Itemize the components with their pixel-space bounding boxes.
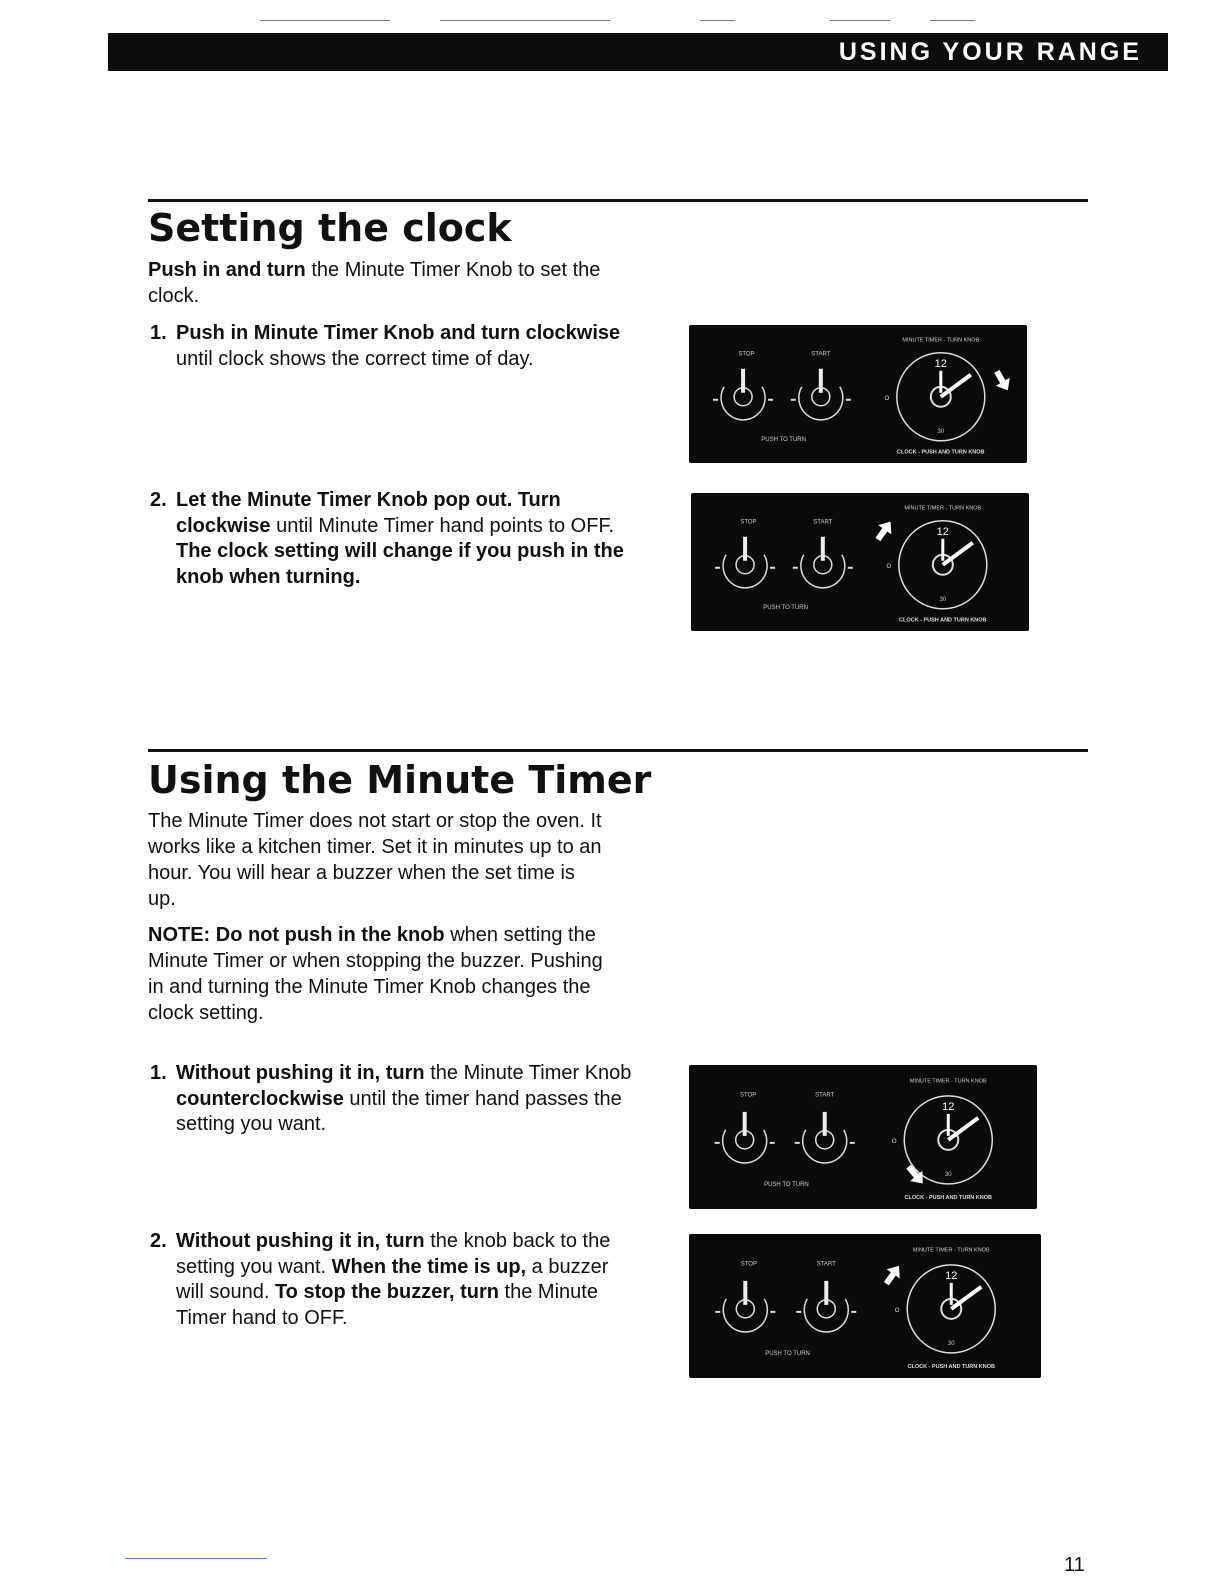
- dial-12-label: 12: [945, 1269, 958, 1282]
- scan-artifact: [440, 20, 610, 21]
- dial-30-label: 30: [944, 1171, 952, 1178]
- push-to-turn-label: PUSH TO TURN: [761, 436, 806, 443]
- stop-knob: [715, 1281, 775, 1332]
- timer-step-2: 2. Without pushing it in, turn the knob back to the setting you want. When the time is up, a buzzer will sound. To stop the buzzer, turn the Minute Timer hand to OFF.: [150, 1230, 611, 1329]
- clock-label: CLOCK - PUSH AND TURN KNOB: [897, 449, 985, 456]
- timer-note: NOTE: Do not push in the knob when setting the Minute Timer or when stopping the buzzer. Pushing in and turning the Minute Timer Knob changes the clock setting.: [148, 924, 603, 1024]
- clock-step-1: 1. Push in Minute Timer Knob and turn clockwise until clock shows the correct time of day.: [150, 322, 621, 370]
- section-title-timer: Using the Minute Timer: [148, 758, 652, 802]
- scan-artifact: [700, 20, 735, 21]
- control-panel-illustration: [689, 325, 1027, 463]
- control-panel-illustration: [689, 1065, 1037, 1209]
- step-text-run: the Minute Timer hand to OFF.: [176, 1281, 598, 1329]
- section-title-clock: Setting the clock: [148, 206, 512, 250]
- start-label: START: [813, 519, 833, 526]
- direction-arrow-icon: [880, 1261, 906, 1288]
- control-panel-drawing: [691, 493, 1029, 631]
- step-text-run: until Minute Timer hand points to OFF.: [270, 514, 615, 537]
- dial-12-label: 12: [934, 357, 947, 370]
- control-panel-drawing: [689, 1234, 1041, 1378]
- minute-timer-label: MINUTE TIMER - TURN KNOB: [909, 1078, 987, 1085]
- push-to-turn-label: PUSH TO TURN: [765, 1350, 810, 1357]
- step-text-run: counterclockwise: [176, 1087, 344, 1110]
- step-text-run: The clock setting will change if you push in the knob when turning.: [176, 540, 624, 588]
- step-text-run: until clock shows the correct time of day.: [176, 347, 534, 370]
- control-panel-drawing: [689, 1065, 1037, 1209]
- step-text-run: until the timer hand passes the setting you want.: [176, 1087, 622, 1135]
- minute-timer-label: MINUTE TIMER - TURN KNOB: [904, 505, 982, 512]
- minute-timer-label: MINUTE TIMER - TURN KNOB: [912, 1247, 990, 1254]
- minute-hand: [943, 543, 973, 565]
- stop-knob: [713, 369, 773, 420]
- knob-pointer: [824, 1281, 828, 1305]
- stop-label: STOP: [740, 1092, 757, 1099]
- step-text-run: the Minute Timer Knob: [424, 1062, 632, 1084]
- step-text-run: the knob back to the setting you want.: [176, 1230, 611, 1278]
- knob-pointer: [741, 369, 745, 393]
- minute-hand: [951, 1287, 981, 1309]
- step-text-run: When the time is up,: [331, 1255, 527, 1278]
- clock-label: CLOCK - PUSH AND TURN KNOB: [899, 617, 987, 624]
- scan-artifact: [830, 20, 890, 21]
- start-label: START: [811, 351, 831, 358]
- knob-pointer: [823, 1112, 827, 1136]
- stop-label: STOP: [738, 351, 755, 358]
- scan-artifact: [260, 20, 390, 21]
- clock-label: CLOCK - PUSH AND TURN KNOB: [907, 1363, 995, 1370]
- control-panel-illustration: [689, 1234, 1041, 1378]
- off-mark: O: [886, 563, 892, 570]
- footer-underline: [125, 1558, 267, 1559]
- start-knob: [791, 369, 851, 420]
- dial-12-label: 12: [942, 1100, 955, 1113]
- start-label: START: [816, 1261, 836, 1268]
- step-text-run: Let the Minute Timer Knob pop out. Turn clockwise: [176, 489, 561, 537]
- step-text-run: Push in Minute Timer Knob and turn clockwise: [176, 322, 621, 344]
- clock-intro: Push in and turn the Minute Timer Knob to set the clock.: [148, 259, 601, 307]
- minute-timer-label: MINUTE TIMER - TURN KNOB: [902, 337, 980, 344]
- clock-step-2: 2. Let the Minute Timer Knob pop out. Turn clockwise until Minute Timer hand points to OFF. The clock setting will change if you push in the knob when turning.: [150, 489, 624, 588]
- knob-pointer: [743, 537, 747, 561]
- header-title: USING YOUR RANGE: [838, 38, 1142, 66]
- push-to-turn-label: PUSH TO TURN: [763, 604, 808, 611]
- minute-hand: [948, 1118, 978, 1140]
- dial-30-label: 30: [939, 596, 947, 603]
- dial-30-label: 30: [937, 428, 945, 435]
- knob-pointer: [819, 369, 823, 393]
- dial-30-label: 30: [947, 1340, 955, 1347]
- step-text-run: Without pushing it in, turn: [176, 1062, 425, 1084]
- start-label: START: [815, 1092, 835, 1099]
- direction-arrow-icon: [990, 367, 1015, 394]
- header-bar: [108, 33, 1168, 71]
- scan-artifact: [930, 20, 975, 21]
- page-number: 11: [1064, 1554, 1085, 1576]
- direction-arrow-icon: [871, 517, 897, 544]
- step-text-run: a buzzer will sound.: [176, 1255, 609, 1303]
- stop-label: STOP: [740, 519, 757, 526]
- start-knob: [795, 1112, 855, 1163]
- step-text-run: To stop the buzzer, turn: [274, 1281, 499, 1303]
- control-panel-drawing: [689, 325, 1027, 463]
- stop-label: STOP: [740, 1261, 757, 1268]
- dial-12-label: 12: [936, 525, 949, 538]
- section-divider: [148, 199, 1088, 202]
- off-mark: O: [891, 1138, 897, 1145]
- section-divider: [148, 749, 1088, 752]
- stop-knob: [715, 537, 775, 588]
- push-to-turn-label: PUSH TO TURN: [764, 1181, 809, 1188]
- timer-intro: The Minute Timer does not start or stop the oven. It works like a kitchen timer. Set it in minutes up to an hour. You will hear a buzzer when the set time is up.: [148, 810, 602, 910]
- clock-label: CLOCK - PUSH AND TURN KNOB: [904, 1194, 993, 1201]
- knob-pointer: [743, 1281, 747, 1305]
- minute-hand: [941, 375, 971, 397]
- off-mark: O: [884, 395, 890, 402]
- start-knob: [793, 537, 853, 588]
- direction-arrow-icon: [902, 1162, 928, 1189]
- start-knob: [796, 1281, 856, 1332]
- knob-pointer: [821, 537, 825, 561]
- off-mark: O: [894, 1307, 900, 1314]
- timer-step-1: 1. Without pushing it in, turn the Minute Timer Knob counterclockwise until the timer hand passes the setting you want.: [150, 1062, 632, 1135]
- control-panel-illustration: [691, 493, 1029, 631]
- step-text-run: Without pushing it in, turn: [176, 1230, 425, 1252]
- stop-knob: [715, 1112, 775, 1163]
- knob-pointer: [743, 1112, 747, 1136]
